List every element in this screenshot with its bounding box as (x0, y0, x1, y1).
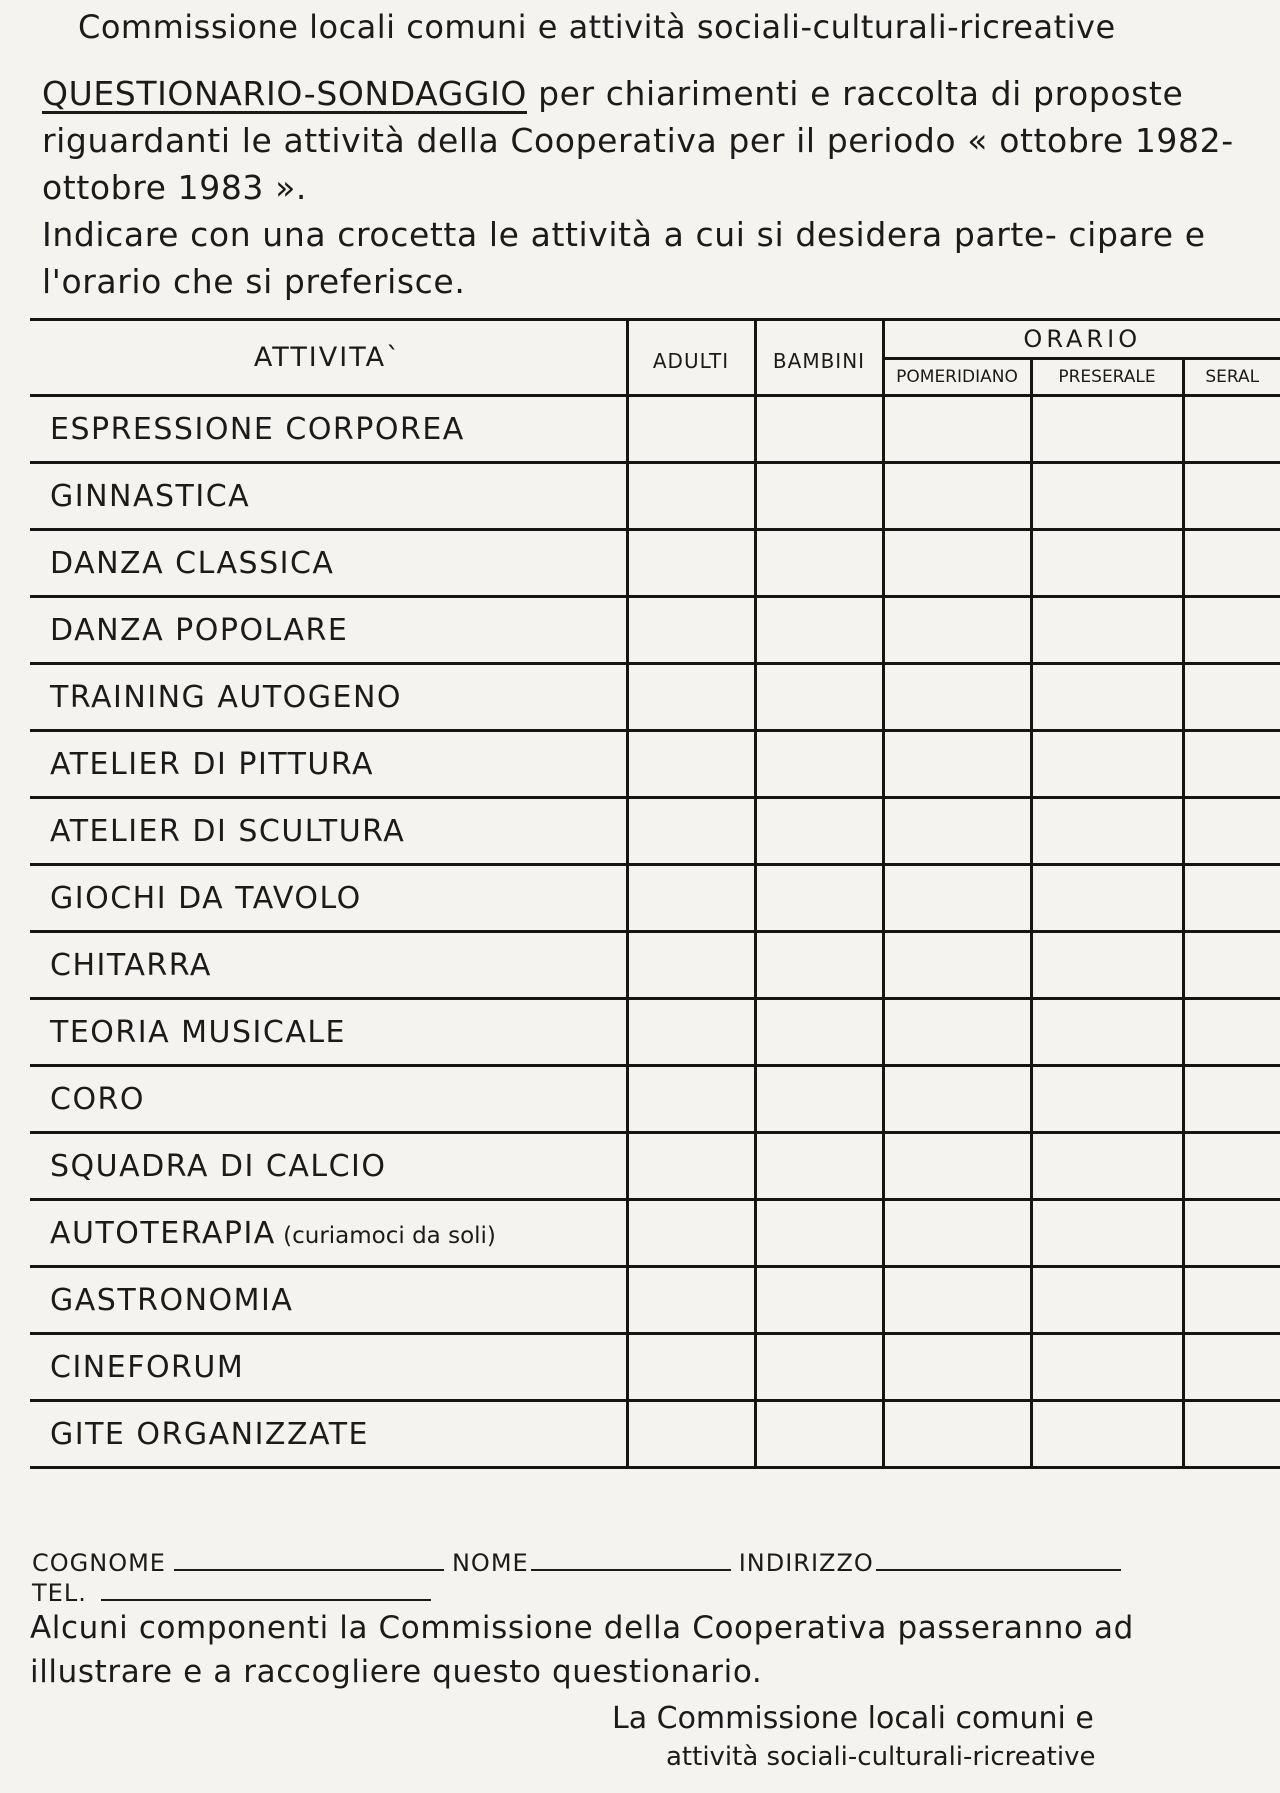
children-cell[interactable] (755, 1066, 883, 1133)
afternoon-cell[interactable] (883, 463, 1031, 530)
activity-name (30, 865, 627, 932)
adults-cell[interactable] (627, 530, 755, 597)
activity-name (30, 1334, 627, 1401)
children-cell[interactable] (755, 999, 883, 1066)
note-line-2: illustrare e a raccogliere questo questionario. (30, 1654, 763, 1690)
afternoon-cell[interactable] (883, 396, 1031, 463)
contact-fields (32, 1543, 1280, 1607)
surname-label: COGNOME (32, 1549, 166, 1577)
activity-label: ATELIER DI PITTURA (50, 746, 375, 782)
activity-name (30, 530, 627, 597)
activity-label: CINEFORUM (50, 1349, 245, 1385)
afternoon-cell[interactable] (883, 731, 1031, 798)
first-name-label: NOME (451, 1549, 529, 1577)
pre-evening-cell[interactable] (1031, 1334, 1183, 1401)
activity-note: (curiamoci da soli) (275, 1222, 496, 1249)
contact-row-names (32, 1543, 1280, 1577)
adults-cell[interactable] (627, 1401, 755, 1468)
table-row (30, 731, 1280, 798)
adults-cell[interactable] (627, 463, 755, 530)
activity-name (30, 1133, 627, 1200)
evening-column-header: SERAL (1183, 359, 1280, 396)
adults-cell[interactable] (627, 865, 755, 932)
evening-cell[interactable] (1183, 731, 1280, 798)
pre-evening-cell[interactable] (1031, 865, 1183, 932)
activity-rows (30, 396, 1280, 1468)
table-row (30, 396, 1280, 463)
address-field[interactable] (876, 1549, 1121, 1571)
evening-cell[interactable] (1183, 932, 1280, 999)
adults-cell[interactable] (627, 664, 755, 731)
adults-cell[interactable] (627, 1200, 755, 1267)
adults-cell[interactable] (627, 597, 755, 664)
phone-field[interactable] (101, 1579, 431, 1601)
questionnaire-subtitle: per chiarimenti e raccolta di proposte riguardanti le attività della Cooperativa per il periodo « ottobre 1982- ottobre 1983 ». (42, 74, 1234, 207)
first-name-field[interactable] (531, 1549, 731, 1571)
activity-name (30, 731, 627, 798)
activity-name (30, 597, 627, 664)
children-cell[interactable] (755, 1401, 883, 1468)
signature-line-1: La Commissione locali comuni e (612, 1701, 1094, 1736)
children-cell[interactable] (755, 1133, 883, 1200)
pre-evening-cell[interactable] (1031, 1401, 1183, 1468)
afternoon-cell[interactable] (883, 597, 1031, 664)
children-cell[interactable] (755, 798, 883, 865)
afternoon-cell[interactable] (883, 865, 1031, 932)
pre-evening-cell[interactable] (1031, 396, 1183, 463)
activity-label: ESPRESSIONE CORPOREA (50, 411, 465, 447)
adults-cell[interactable] (627, 1133, 755, 1200)
adults-cell[interactable] (627, 731, 755, 798)
table-row (30, 1401, 1280, 1468)
pre-evening-cell[interactable] (1031, 463, 1183, 530)
children-cell[interactable] (755, 664, 883, 731)
questionnaire-title: QUESTIONARIO-SONDAGGIO (42, 74, 527, 113)
pre-evening-cell[interactable] (1031, 1267, 1183, 1334)
instruction-text: Indicare con una crocetta le attività a cui si desidera parte- cipare e l'orario che si preferisce. (42, 215, 1206, 301)
activity-name (30, 932, 627, 999)
surname-field[interactable] (174, 1549, 444, 1571)
afternoon-cell[interactable] (883, 1334, 1031, 1401)
children-cell[interactable] (755, 1200, 883, 1267)
table-row (30, 1066, 1280, 1133)
adults-cell[interactable] (627, 396, 755, 463)
activity-label: DANZA POPOLARE (50, 612, 349, 648)
children-column-header: BAMBINI (755, 320, 883, 396)
table-header-row (30, 320, 1280, 359)
activity-label: CHITARRA (50, 947, 212, 983)
afternoon-cell[interactable] (883, 1200, 1031, 1267)
schedule-column-header: ORARIO (883, 320, 1280, 359)
address-label: INDIRIZZO (738, 1549, 874, 1577)
activity-label: DANZA CLASSICA (50, 545, 335, 581)
activity-name (30, 1401, 627, 1468)
afternoon-cell[interactable] (883, 1401, 1031, 1468)
activity-label: GITE ORGANIZZATE (50, 1416, 370, 1452)
table-row (30, 664, 1280, 731)
table-row (30, 1267, 1280, 1334)
table-row (30, 932, 1280, 999)
activity-label: GINNASTICA (50, 478, 251, 514)
table-row (30, 1334, 1280, 1401)
children-cell[interactable] (755, 932, 883, 999)
children-cell[interactable] (755, 865, 883, 932)
evening-cell[interactable] (1183, 664, 1280, 731)
evening-cell[interactable] (1183, 798, 1280, 865)
children-cell[interactable] (755, 1334, 883, 1401)
children-cell[interactable] (755, 1267, 883, 1334)
activity-label: AUTOTERAPIA (50, 1215, 276, 1251)
table-row (30, 1133, 1280, 1200)
activity-name (30, 999, 627, 1066)
adults-cell[interactable] (627, 798, 755, 865)
contact-row-phone (32, 1577, 1280, 1607)
adults-cell[interactable] (627, 1267, 755, 1334)
activity-name (30, 798, 627, 865)
activity-name (30, 1200, 627, 1267)
evening-cell[interactable] (1183, 865, 1280, 932)
pre-evening-column-header: PRESERALE (1031, 359, 1183, 396)
afternoon-cell[interactable] (883, 1267, 1031, 1334)
activity-label: TEORIA MUSICALE (50, 1014, 347, 1050)
table-row (30, 597, 1280, 664)
activity-name (30, 664, 627, 731)
activity-name (30, 463, 627, 530)
evening-cell[interactable] (1183, 1133, 1280, 1200)
pre-evening-cell[interactable] (1031, 530, 1183, 597)
activity-label: GIOCHI DA TAVOLO (50, 880, 362, 916)
afternoon-cell[interactable] (883, 664, 1031, 731)
pre-evening-cell[interactable] (1031, 1200, 1183, 1267)
signature-line-2: attività sociali-culturali-ricreative (666, 1742, 1096, 1772)
activity-survey-table (30, 318, 1280, 1469)
activity-name (30, 1267, 627, 1334)
pre-evening-cell[interactable] (1031, 1066, 1183, 1133)
activity-label: GASTRONOMIA (50, 1282, 294, 1318)
evening-cell[interactable] (1183, 396, 1280, 463)
table-row (30, 798, 1280, 865)
evening-cell[interactable] (1183, 1200, 1280, 1267)
adults-cell[interactable] (627, 1334, 755, 1401)
children-cell[interactable] (755, 463, 883, 530)
activity-name (30, 396, 627, 463)
afternoon-column-header: POMERIDIANO (883, 359, 1031, 396)
pre-evening-cell[interactable] (1031, 932, 1183, 999)
children-cell[interactable] (755, 597, 883, 664)
evening-cell[interactable] (1183, 597, 1280, 664)
afternoon-cell[interactable] (883, 932, 1031, 999)
title-block (42, 70, 1262, 305)
evening-cell[interactable] (1183, 1401, 1280, 1468)
adults-cell[interactable] (627, 932, 755, 999)
adults-cell[interactable] (627, 999, 755, 1066)
pre-evening-cell[interactable] (1031, 731, 1183, 798)
commission-signature (612, 1700, 1272, 1776)
activity-label: TRAINING AUTOGENO (50, 679, 403, 715)
children-cell[interactable] (755, 396, 883, 463)
pre-evening-cell[interactable] (1031, 597, 1183, 664)
activity-name (30, 1066, 627, 1133)
pre-evening-cell[interactable] (1031, 664, 1183, 731)
collection-note (30, 1606, 1280, 1694)
commission-header: Commissione locali comuni e attività sociali-culturali-ricreative (78, 8, 1116, 46)
note-line-1: Alcuni componenti la Commissione della Cooperativa passeranno ad (30, 1610, 1134, 1646)
activity-label: ATELIER DI SCULTURA (50, 813, 406, 849)
afternoon-cell[interactable] (883, 999, 1031, 1066)
pre-evening-cell[interactable] (1031, 999, 1183, 1066)
afternoon-cell[interactable] (883, 1066, 1031, 1133)
adults-cell[interactable] (627, 1066, 755, 1133)
evening-cell[interactable] (1183, 1267, 1280, 1334)
phone-label: TEL. (32, 1579, 87, 1607)
evening-cell[interactable] (1183, 1334, 1280, 1401)
adults-column-header: ADULTI (627, 320, 755, 396)
afternoon-cell[interactable] (883, 1133, 1031, 1200)
activity-column-header: ATTIVITA` (30, 320, 627, 396)
afternoon-cell[interactable] (883, 530, 1031, 597)
title-paragraph (42, 70, 1262, 211)
table-row (30, 865, 1280, 932)
activity-label: CORO (50, 1081, 146, 1117)
evening-cell[interactable] (1183, 1066, 1280, 1133)
pre-evening-cell[interactable] (1031, 1133, 1183, 1200)
activity-label: SQUADRA DI CALCIO (50, 1148, 387, 1184)
table-row (30, 530, 1280, 597)
afternoon-cell[interactable] (883, 798, 1031, 865)
table-row (30, 463, 1280, 530)
children-cell[interactable] (755, 731, 883, 798)
evening-cell[interactable] (1183, 463, 1280, 530)
pre-evening-cell[interactable] (1031, 798, 1183, 865)
table-row (30, 1200, 1280, 1267)
table-row (30, 999, 1280, 1066)
evening-cell[interactable] (1183, 530, 1280, 597)
children-cell[interactable] (755, 530, 883, 597)
evening-cell[interactable] (1183, 999, 1280, 1066)
